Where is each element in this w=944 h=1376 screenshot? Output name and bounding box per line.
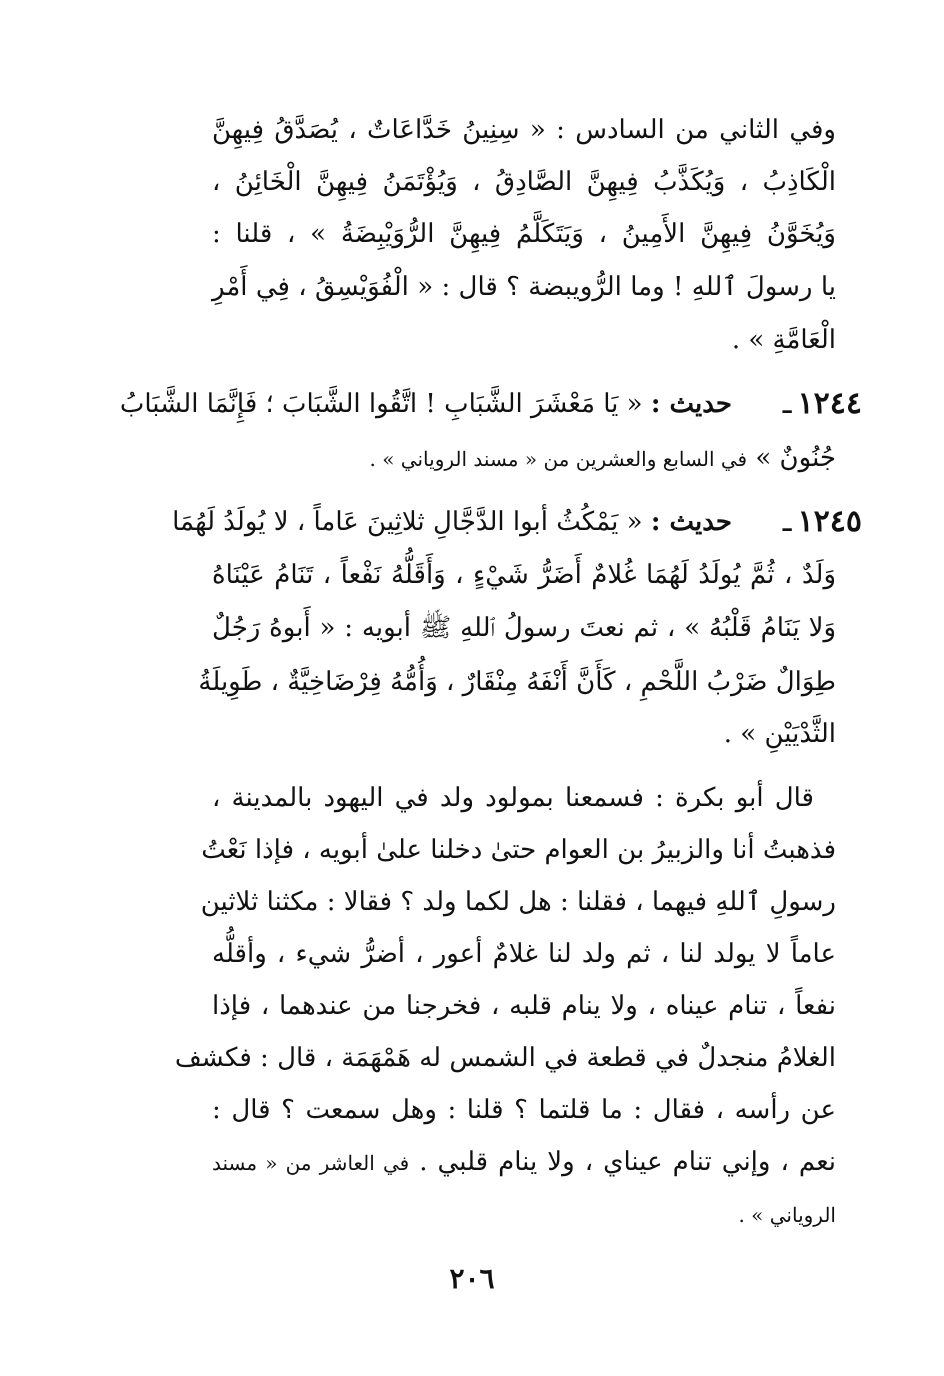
hadith-source: في السابع والعشرين من « مسند الروياني » . <box>369 447 748 471</box>
hadith-1244-line <box>119 382 732 426</box>
narration-source: في العاشر من « مسند <box>212 1151 410 1175</box>
hadith-label: حديث : <box>650 389 732 419</box>
hadith-text: جُنُونٌ » <box>755 443 836 473</box>
hadith-1245-number <box>742 500 862 544</box>
narration-line: نفعاً ، تنام عيناه ، ولا ينام قلبه ، فخرجنا من عندهما ، فإذا <box>212 991 836 1021</box>
narration-text: نعم ، وإني تنام عيناي ، ولا ينام قلبي . <box>419 1147 837 1177</box>
intro-line: يا رسولَ ٱللهِ ! وما الرُّويبضة ؟ قال : « الْفُوَيْسِقُ ، فِي أَمْرِ <box>212 272 836 302</box>
narration-line: قال أبو بكرة : فسمعنا بمولود ولد في اليهود بالمدينة ، <box>212 783 814 813</box>
narration-line: عاماً لا يولد لنا ، ثم ولد لنا غلامٌ أعور ، أضرُّ شيء ، وأقلُّه <box>212 939 836 969</box>
narration-line <box>212 1192 836 1236</box>
intro-line: وَيُخَوَّنُ فِيهِنَّ الأَمِينُ ، وَيَتَكَلَّمُ فِيهِنَّ الرُّوَيْبِضَةُ » ، قلنا : <box>212 219 836 249</box>
hadith-dash: ـ <box>782 386 792 421</box>
narration-source: الروياني » . <box>738 1203 836 1227</box>
hadith-1245-line <box>172 500 732 544</box>
intro-line: وفي الثاني من السادس : « سِنِينُ خَدَّاعَاتٌ ، يُصَدَّقُ فِيهِنَّ <box>212 115 836 145</box>
hadith-1244-number <box>742 382 862 426</box>
narration-line: عن رأسه ، فقال : ما قلتما ؟ قلنا : وهل سمعت ؟ قال : <box>212 1095 836 1125</box>
hadith-text: « يَمْكُثُ أبوا الدَّجَّالِ ثلاثِينَ عَاماً ، لا يُولَدُ لَهُمَا <box>172 507 643 537</box>
hadith-1244-line <box>212 436 836 480</box>
narration-line: رسولِ ٱللهِ فيهما ، فقلنا : هل لكما ولد ؟ فقالا : مكثنا ثلاثين <box>200 887 836 917</box>
narration-line: فذهبتُ أنا والزبيرُ بن العوام حتىٰ دخلنا علىٰ أبويه ، فإذا نَعْتُ <box>201 835 836 865</box>
narration-line <box>212 1140 836 1184</box>
hadith-1245-line: وَلا يَنَامُ قَلْبُهُ » ، ثم نعتَ رسولُ ٱللهِ ﷺ أبويه : « أَبوهُ رَجُلٌ <box>212 613 836 643</box>
hadith-1245-line: الثَّدْيَيْنِ » . <box>723 719 836 749</box>
hadith-dash: ـ <box>782 504 792 539</box>
hadith-1245-line: طِوَالٌ ضَرْبُ اللَّحْمِ ، كَأَنَّ أَنْفَهُ مِنْقَارٌ ، وَأُمُّهُ فِرْضَاخِيَّةٌ ، طَوِيلَةُ <box>198 667 836 697</box>
narration-line: الغلامُ منجدلٌ في قطعة في الشمس له هَمْهَمَة ، قال : فكشف <box>174 1043 836 1073</box>
hadith-number: ١٢٤٥ <box>797 504 862 539</box>
hadith-label: حديث : <box>650 507 732 537</box>
hadith-number: ١٢٤٤ <box>797 386 862 421</box>
intro-line: الْعَامَّةِ » . <box>731 325 836 355</box>
hadith-text: « يَا مَعْشَرَ الشَّبَابِ ! اتَّقُوا الشَّبَابَ ؛ فَإِنَّمَا الشَّبَابُ <box>119 389 643 419</box>
page-number: ٢٠٦ <box>449 1262 495 1295</box>
hadith-1245-line: وَلَدٌ ، ثُمَّ يُولَدُ لَهُمَا غُلامٌ أَضَرُّ شَيْءٍ ، وَأَقَلُّهُ نَفْعاً ، تَنَامُ عَيْنَاهُ <box>212 560 836 590</box>
intro-line: الْكَاذِبُ ، وَيُكَذَّبُ فِيهِنَّ الصَّادِقُ ، وَيُؤْتَمَنُ فِيهِنَّ الْخَائِنُ ، <box>212 167 836 197</box>
